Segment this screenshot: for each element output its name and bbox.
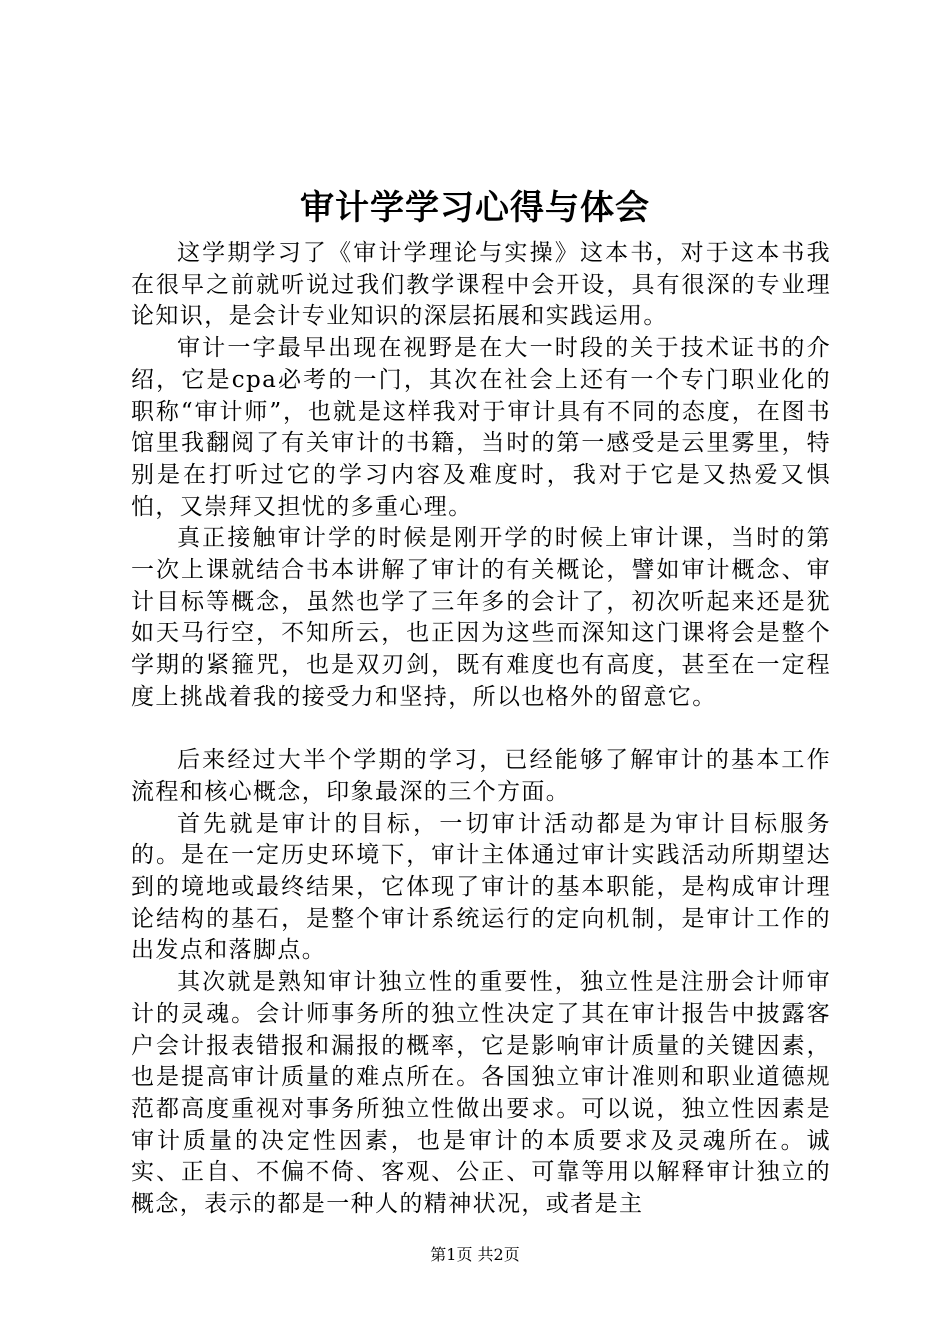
paragraph-3: 真正接触审计学的时候是刚开学的时候上审计课，当时的第一次上课就结合书本讲解了审计的有关概论，譬如审计概念、审计目标等概念，虽然也学了三年多的会计了，初次听起来还是犹如天马行空，不知所云，也正因为这些而深知这门课将会是整个学期的紧箍咒，也是双刃剑，既有难度也有高度，甚至在一定程度上挑战着我的接受力和坚持，所以也格外的留意它。 [131,525,831,710]
document-body [131,238,831,1221]
page-number-footer: 第1页 共2页 [430,1245,520,1264]
paragraph-5: 首先就是审计的目标，一切审计活动都是为审计目标服务的。是在一定历史环境下，审计主体通过审计实践活动所期望达到的境地或最终结果，它体现了审计的基本职能，是构成审计理论结构的基石，是整个审计系统运行的定向机制，是审计工作的出发点和落脚点。 [131,810,831,964]
page-title: 审计学学习心得与体会 [300,188,650,228]
paragraph-1: 这学期学习了《审计学理论与实操》这本书，对于这本书我在很早之前就听说过我们教学课程中会开设，具有很深的专业理论知识，是会计专业知识的深层拓展和实践运用。 [131,240,831,330]
paragraph-2: 审计一字最早出现在视野是在大一时段的关于技术证书的介绍，它是cpa必考的一门，其次在社会上还有一个专门职业化的职称“审计师”，也就是这样我对于审计具有不同的态度，在图书馆里我翻阅了有关审计的书籍，当时的第一感受是云里雾里，特别是在打听过它的学习内容及难度时，我对于它是又热爱又惧怕，又崇拜又担忧的多重心理。 [131,335,831,520]
paragraph-4: 后来经过大半个学期的学习，已经能够了解审计的基本工作流程和核心概念，印象最深的三个方面。 [131,747,831,805]
paragraph-6: 其次就是熟知审计独立性的重要性，独立性是注册会计师审计的灵魂。会计师事务所的独立性决定了其在审计报告中披露客户会计报表错报和漏报的概率，它是影响审计质量的关键因素，也是提高审计质量的难点所在。各国独立审计准则和职业道德规范都高度重视对事务所独立性做出要求。可以说，独立性因素是审计质量的决定性因素，也是审计的本质要求及灵魂所在。诚实、正自、不偏不倚、客观、公正、可靠等用以解释审计独立的概念，表示的都是一种人的精神状况，或者是主 [131,969,831,1218]
